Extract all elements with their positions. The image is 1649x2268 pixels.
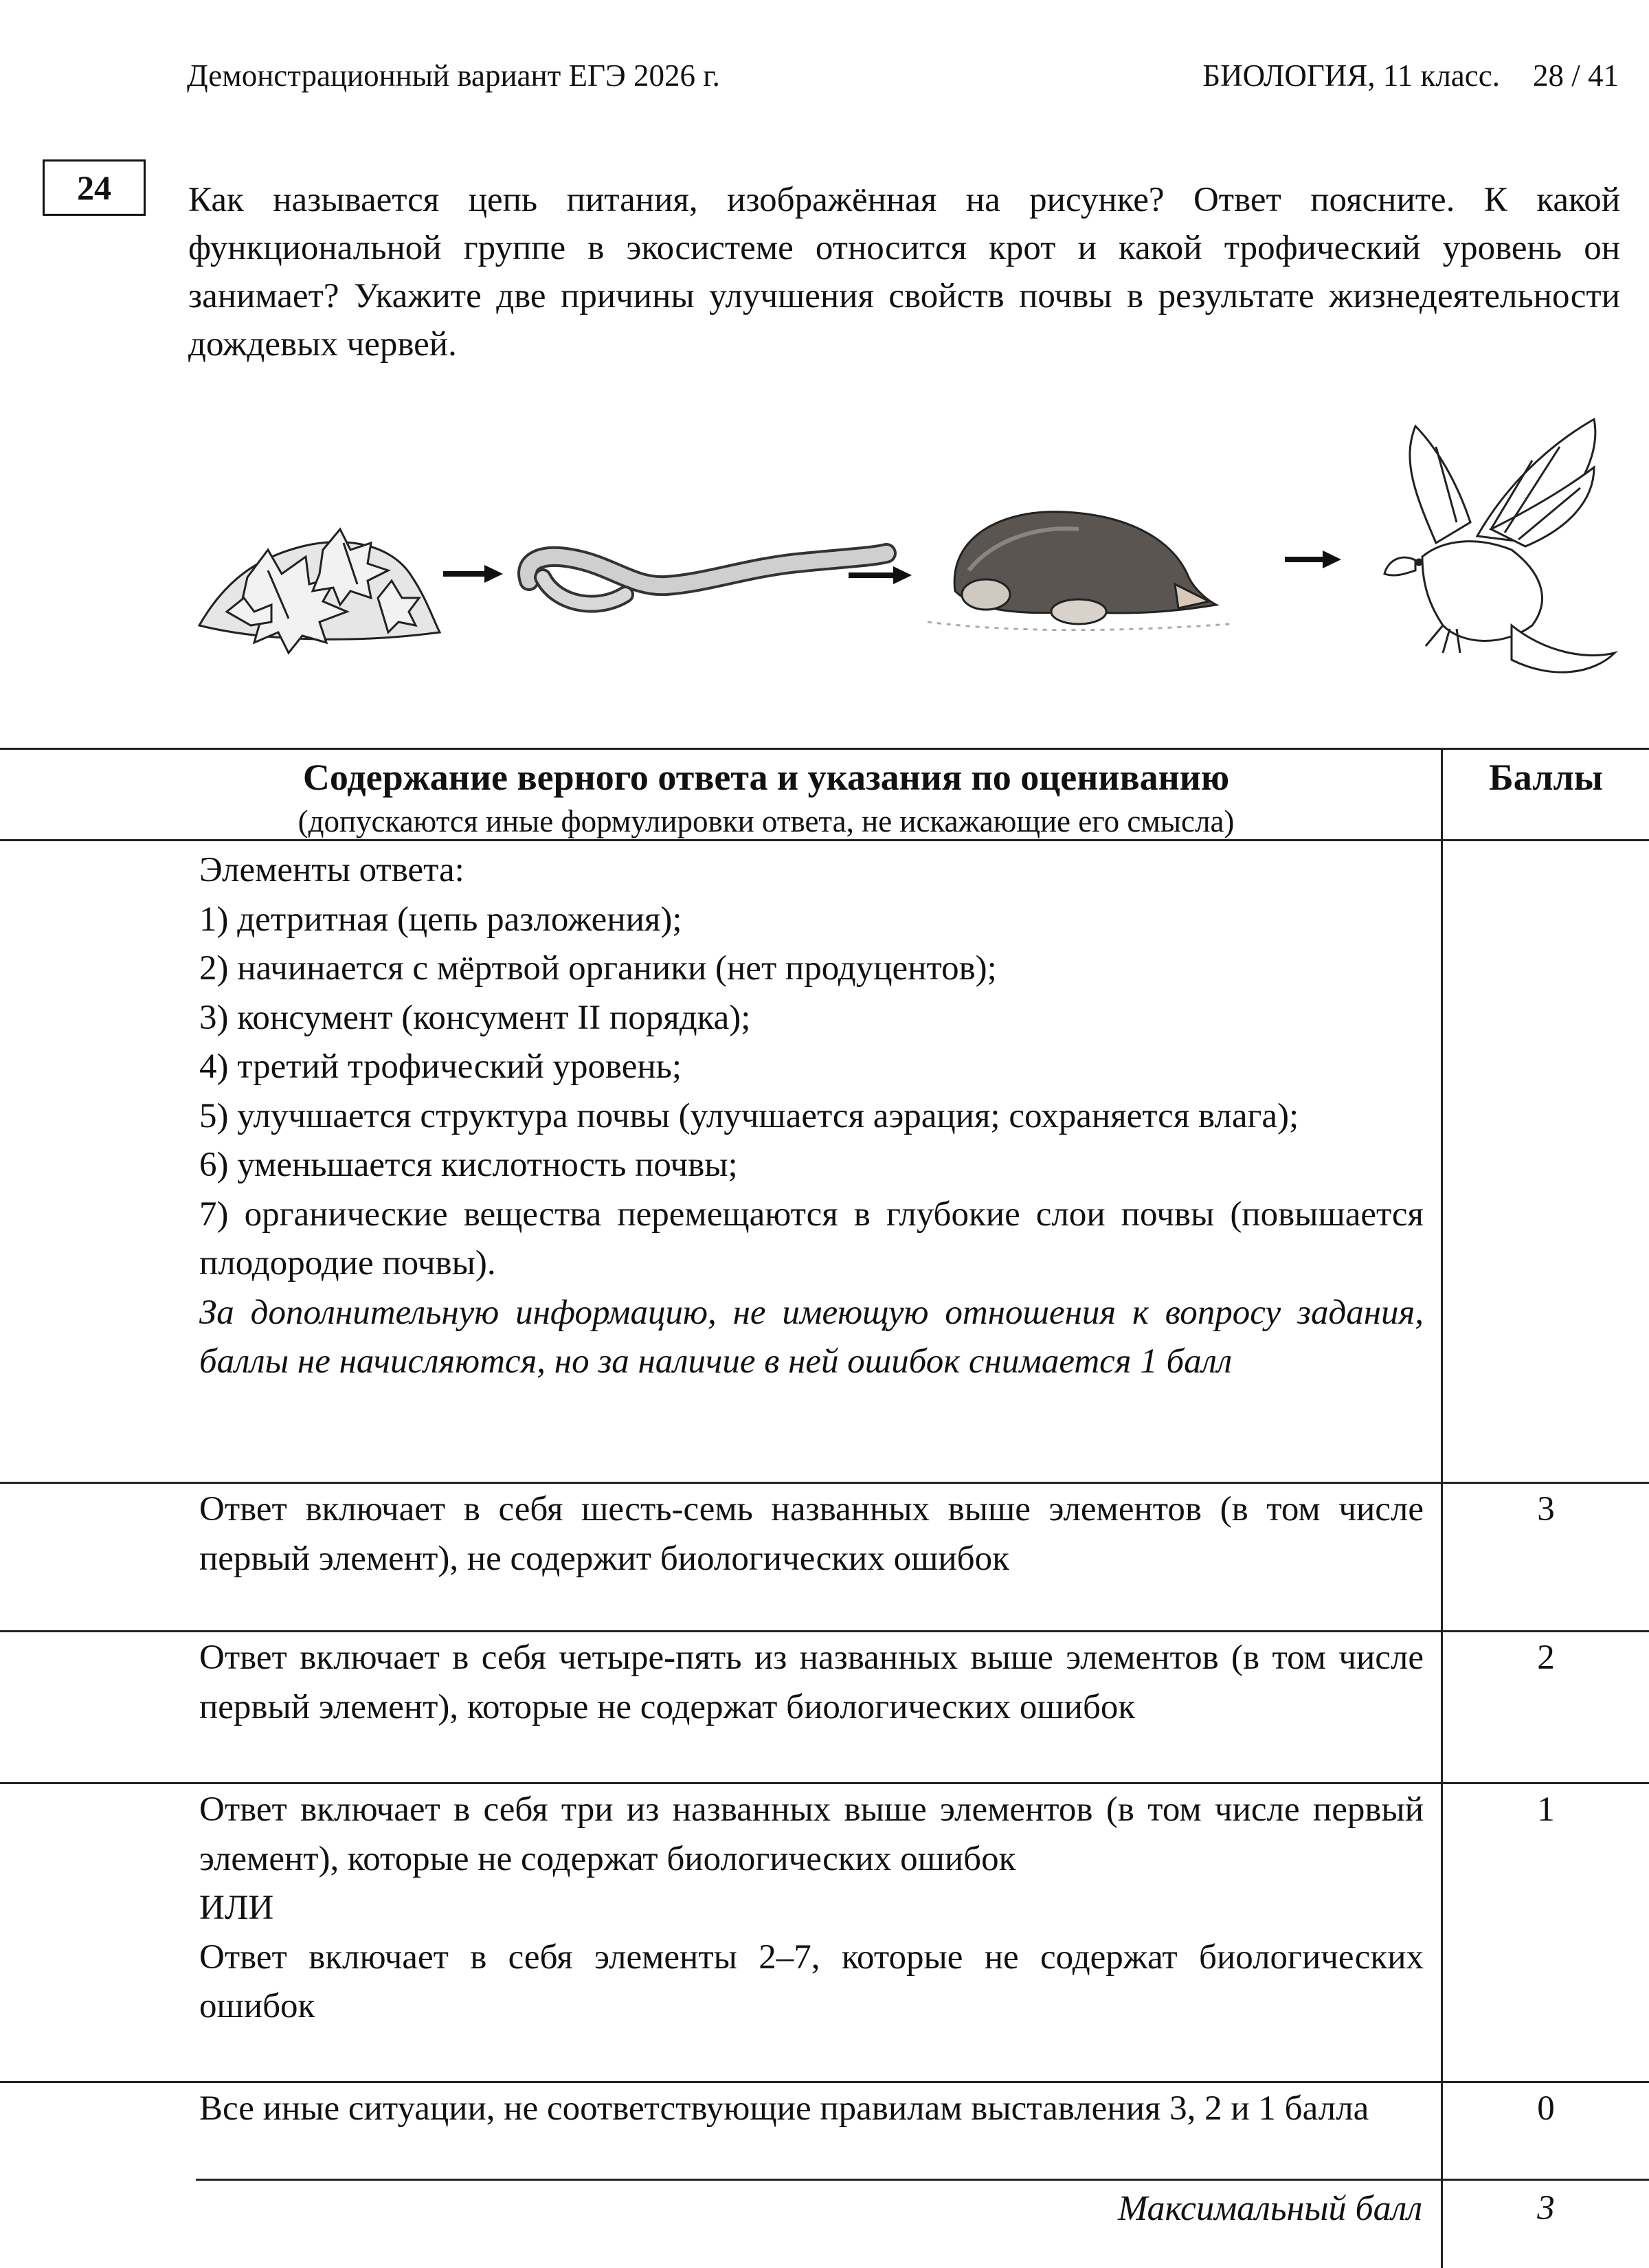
row-border: [196, 2179, 1649, 2181]
earthworm-image: [528, 553, 886, 604]
answer-element: 5) улучшается структура почвы (улучшается аэрация; сохраняется влага);: [199, 1096, 1299, 1135]
criterion-cell: [199, 1786, 1424, 2032]
arrow-right-icon: [443, 565, 503, 583]
answer-element: 7) органические вещества перемещаются в глубокие слои почвы (повышается плодородие почвы).: [199, 1194, 1424, 1282]
grading-note: За дополнительную информацию, не имеющую отношения к вопросу задания, баллы не начисляются, но за наличие в ней ошибок снимается 1 балл: [199, 1293, 1424, 1381]
answer-element: 6) уменьшается кислотность почвы;: [199, 1146, 738, 1184]
page-header: [187, 58, 1619, 103]
answer-element: 2) начинается с мёртвой органики (нет продуцентов);: [199, 949, 997, 988]
row-border: [0, 1630, 1649, 1632]
criterion-alt-text: Ответ включает в себя элементы 2–7, которые не содержат биологических ошибок: [199, 1937, 1424, 2025]
row-border: [0, 1482, 1649, 1484]
page-number: 28 / 41: [1532, 58, 1619, 93]
header-row-border: [0, 839, 1649, 841]
grading-table: [0, 748, 1649, 2268]
criterion-score: 3: [1537, 1490, 1555, 1528]
answer-element: 3) консумент (консумент II порядка);: [199, 998, 751, 1037]
criterion-text: Ответ включает в себя шесть-семь названных выше элементов (в том числе первый элемент), не содержит биологических ошибок: [199, 1490, 1424, 1578]
table-header-subtitle: (допускаются иные формулировки ответа, не искажающие его смысла): [298, 804, 1235, 838]
criterion-score: 2: [1537, 1638, 1555, 1677]
max-score-value: 3: [1537, 2189, 1555, 2227]
criterion-text: Ответ включает в себя четыре-пять из названных выше элементов (в том числе первый элемент), которые не содержат биологических ошибок: [199, 1638, 1424, 1726]
criterion-text: Ответ включает в себя три из названных выше элементов (в том числе первый элемент), которые не содержат биологических ошибок: [199, 1790, 1424, 1878]
food-chain-illustration: [186, 405, 1635, 694]
criterion-or: ИЛИ: [199, 1889, 274, 1927]
criterion-score: 0: [1537, 2089, 1555, 2128]
row-border: [0, 1782, 1649, 1784]
table-header: [103, 748, 1429, 838]
answer-element: 1) детритная (цепь разложения);: [199, 900, 682, 939]
exam-title: Демонстрационный вариант ЕГЭ 2026 г.: [187, 58, 720, 93]
answer-elements-cell: [199, 846, 1424, 1387]
answer-element: 4) третий трофический уровень;: [199, 1047, 682, 1086]
task-question: Как называется цепь питания, изображённая на рисунке? Ответ поясните. К какой функциональной группе в экосистеме относится крот и какой трофический уровень он занимает? Укажите две причины улучшения свойств почвы в результате жизнедеятельности дождевых червей.: [188, 181, 1620, 364]
subject-label: БИОЛОГИЯ, 11 класс.: [1202, 58, 1500, 93]
task-number-box: 24: [43, 159, 146, 216]
row-border: [0, 2081, 1649, 2083]
criterion-score: 1: [1537, 1790, 1555, 1829]
food-chain-figure: [186, 405, 1635, 694]
mole-image: [928, 512, 1230, 630]
arrow-right-icon: [849, 566, 912, 584]
arrow-right-icon: [1285, 551, 1341, 568]
table-header-score: Баллы: [1489, 757, 1603, 798]
table-header-title: Содержание верного ответа и указания по оцениванию: [302, 757, 1230, 798]
max-score-label: Максимальный балл: [1117, 2189, 1422, 2228]
elements-title: Элементы ответа:: [199, 851, 464, 889]
hawk-image: [1384, 419, 1615, 672]
leaf-litter-image: [199, 529, 440, 653]
subject-and-page: [1202, 58, 1619, 93]
criterion-text: Все иные ситуации, не соответствующие правилам выставления 3, 2 и 1 балла: [199, 2089, 1369, 2128]
